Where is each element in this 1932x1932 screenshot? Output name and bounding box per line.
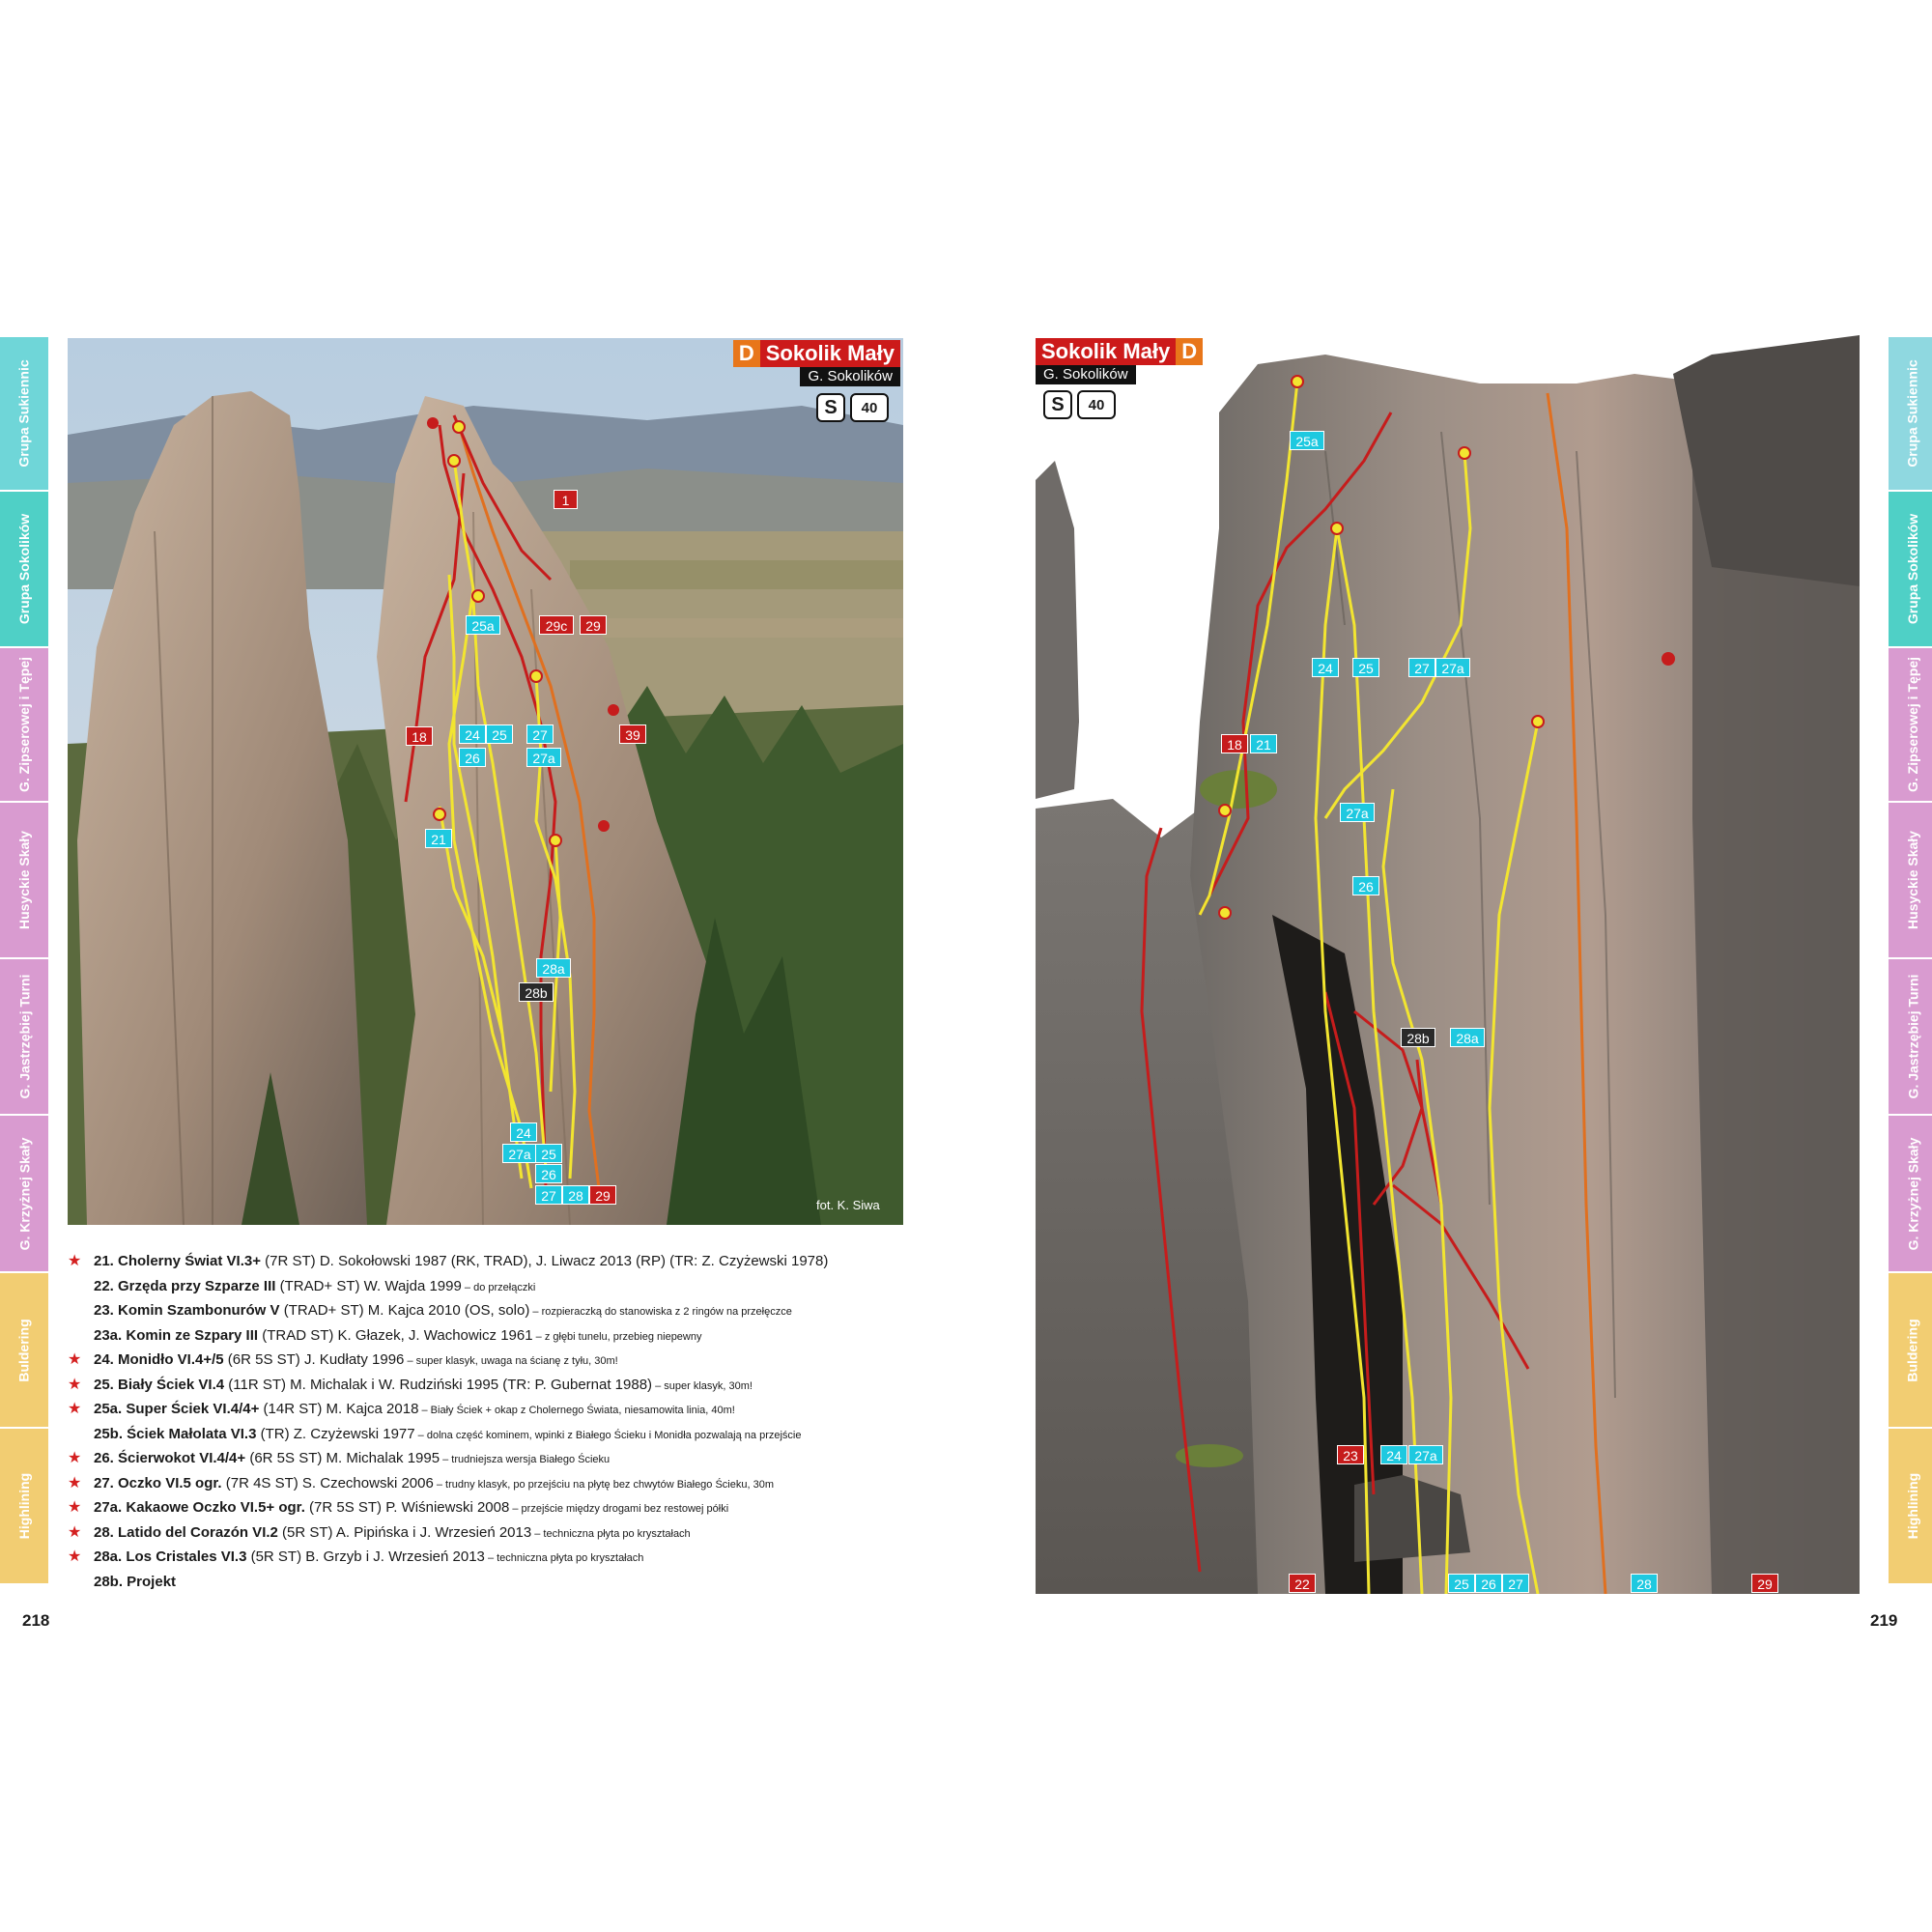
tab-label: G. Krzyżnej Skały [1905,1137,1920,1250]
route-label: 29 [589,1185,616,1205]
tab-buldering[interactable] [0,1273,48,1429]
tab-g-jastrzebiej-turni[interactable] [0,959,48,1116]
route-list [68,1249,918,1594]
tab-label: Grupa Sukiennic [1905,359,1920,468]
route-name: 28a. Los Cristales VI.3 [94,1548,247,1565]
route-label: 28a [536,958,571,978]
tab-buldering[interactable] [1889,1273,1932,1429]
page-number-right: 219 [1870,1611,1898,1630]
route-name: 22. Grzęda przy Szparze III [94,1277,276,1294]
tab-label: Highlining [1905,1472,1920,1540]
sport-climbing-icon: S [816,393,845,422]
route-name: 25. Biały Ściek VI.4 [94,1376,225,1393]
crag-title [1036,338,1203,365]
route-name: 28b. Projekt [94,1573,177,1590]
tab-label: G. Zipserowej i Tępej [1905,656,1921,793]
route-label: 18 [1221,734,1248,753]
star-icon: ★ [68,1401,82,1417]
tab-label: Husyckie Skały [1905,831,1920,929]
route-label: 29 [1751,1574,1778,1593]
route-label: 27 [1408,658,1435,677]
sport-climbing-icon: S [1043,390,1072,419]
route-label: 27a [1340,803,1375,822]
tab-grupa-sukiennic[interactable] [1889,337,1932,492]
route-label: 25 [535,1144,562,1163]
route-label: 25a [466,615,500,635]
route-list-item [68,1348,918,1373]
route-note: – rozpieraczką do stanowiska z 2 ringów na przełęczce [529,1306,792,1318]
route-info: (5R ST) B. Grzyb i J. Wrzesień 2013 [246,1548,485,1565]
sector-letter: D [1176,338,1203,365]
route-name: 28. Latido del Corazón VI.2 [94,1523,278,1541]
route-info: (7R 5S ST) P. Wiśniewski 2008 [304,1499,510,1516]
tab-highlining[interactable] [1889,1429,1932,1585]
route-list-item [68,1274,918,1299]
route-label: 25 [1448,1574,1475,1593]
route-name: 25a. Super Ściek VI.4/4+ [94,1401,260,1417]
route-list-item [68,1323,918,1349]
route-name: 26. Ścierwokot VI.4/4+ [94,1450,246,1466]
route-label: 26 [1352,876,1379,895]
route-info: (7R ST) D. Sokołowski 1987 (RK, TRAD), J. Liwacz 2013 (RP) (TR: Z. Czyżewski 1978) [260,1253,829,1269]
left-topo-photo [68,338,903,1225]
route-note: – Biały Ściek + okap z Cholernego Świata, niesamowita linia, 40m! [418,1405,735,1416]
route-info: (TR) Z. Czyżewski 1977 [256,1425,415,1442]
route-note: – super klasyk, 30m! [652,1379,753,1392]
star-icon: ★ [68,1450,82,1466]
route-info: (6R 5S ST) M. Michalak 1995 [245,1450,440,1466]
tab-husyckie-skaly[interactable] [1889,803,1932,959]
route-label: 24 [459,724,486,744]
route-label: 27a [1408,1445,1443,1464]
route-list-item [68,1249,918,1274]
route-name: 27. Oczko VI.5 ogr. [94,1474,222,1492]
route-info: (5R ST) A. Pipińska i J. Wrzesień 2013 [277,1523,532,1541]
route-info: (6R 5S ST) J. Kudłaty 1996 [223,1351,405,1368]
route-label: 26 [459,748,486,767]
route-list-item [68,1446,918,1471]
page-number-left: 218 [22,1611,50,1630]
crag-title [733,340,900,367]
sector-letter: D [733,340,760,367]
right-photo-illustration [1036,335,1860,1594]
route-info: (11R ST) M. Michalak i W. Rudziński 1995 (TR: P. Gubernat 1988) [224,1376,653,1393]
route-label: 26 [535,1164,562,1183]
route-label: 27 [535,1185,562,1205]
route-note: – dolna część kominem, wpinki z Białego Ścieku i Monidła pozwalają na przejście [414,1429,802,1441]
tab-label: Buldering [16,1318,32,1382]
route-label: 23 [1337,1445,1364,1464]
left-photo-illustration [68,338,903,1225]
tab-label: G. Jastrzębiej Turni [1905,974,1921,1099]
route-label: 27a [1435,658,1470,677]
crag-name: Sokolik Mały [1036,338,1176,365]
route-label: 21 [1250,734,1277,753]
star-icon: ★ [68,1523,82,1541]
route-name: 24. Monidło VI.4+/5 [94,1351,224,1368]
star-icon: ★ [68,1351,82,1368]
tab-label: Grupa Sokolików [1905,513,1921,625]
route-label: 21 [425,829,452,848]
route-list-item [68,1545,918,1570]
route-note: – z głębi tunelu, przebieg niepewny [532,1330,702,1343]
route-info: (14R ST) M. Kajca 2018 [259,1401,419,1417]
route-list-item [68,1422,918,1447]
tab-grupa-sokolikow[interactable] [1889,492,1932,648]
route-name: 25b. Ściek Małolata VI.3 [94,1425,257,1442]
route-list-item [68,1373,918,1398]
route-label: 27a [502,1144,537,1163]
route-note: – trudny klasyk, po przejściu na płytę bez chwytów Białego Ścieku, 30m [433,1478,774,1491]
route-label: 27 [1502,1574,1529,1593]
route-note: – techniczna płyta po kryształach [531,1527,691,1540]
tab-highlining[interactable] [0,1429,48,1585]
route-note: – trudniejsza wersja Białego Ścieku [440,1454,611,1465]
route-label: 28a [1450,1028,1485,1047]
route-label: 24 [1380,1445,1407,1464]
route-label: 27 [526,724,554,744]
route-note: – przejście między drogami bez restowej półki [509,1503,729,1515]
crag-group: G. Sokolików [800,367,900,386]
tab-label: Husyckie Skały [16,831,32,929]
route-note: – techniczna płyta po kryształach [484,1552,644,1564]
route-label: 28 [562,1185,589,1205]
route-label: 28b [519,982,554,1002]
tab-g-krzyznej-skaly[interactable] [1889,1116,1932,1273]
star-icon: ★ [68,1499,82,1516]
tab-grupa-sukiennic[interactable] [0,337,48,492]
star-icon: ★ [68,1376,82,1393]
photo-credit: fot. K. Siwa [816,1198,880,1212]
tab-label: G. Krzyżnej Skały [16,1137,32,1250]
route-label: 29c [539,615,574,635]
tab-husyckie-skaly[interactable] [0,803,48,959]
route-label: 26 [1475,1574,1502,1593]
tab-label: G. Jastrzębiej Turni [16,974,33,1099]
tab-g-jastrzebiej-turni[interactable] [1889,959,1932,1116]
tab-label: Buldering [1905,1318,1920,1382]
star-icon: ★ [68,1548,82,1565]
tab-g-zipserowej[interactable] [0,648,48,803]
route-label: 39 [619,724,646,744]
route-name: 23. Komin Szambonurów V [94,1302,280,1319]
route-info: (7R 4S ST) S. Czechowski 2006 [221,1474,434,1492]
route-label: 25 [1352,658,1379,677]
approach-time-icon: 40 [850,393,889,422]
route-label: 22 [1289,1574,1316,1593]
route-label: 1 [554,490,578,509]
right-topo-photo [1036,335,1860,1594]
tab-label: Grupa Sokolików [16,513,33,625]
crag-name: Sokolik Mały [760,340,900,367]
route-list-item [68,1495,918,1520]
star-icon: ★ [68,1474,82,1492]
route-label: 24 [1312,658,1339,677]
route-label: 25a [1290,431,1324,450]
route-label: 27a [526,748,561,767]
tab-label: G. Zipserowej i Tępej [16,656,33,793]
route-label: 24 [510,1122,537,1142]
route-label: 25 [486,724,513,744]
tab-g-zipserowej[interactable] [1889,648,1932,803]
route-note: – super klasyk, uwaga na ścianę z tyłu, 30m! [404,1355,618,1367]
route-list-item [68,1397,918,1422]
route-list-item [68,1298,918,1323]
tab-label: Highlining [16,1472,32,1540]
route-note: – do przełączki [461,1281,536,1293]
route-label: 18 [406,726,433,746]
route-name: 21. Cholerny Świat VI.3+ [94,1253,261,1269]
approach-time-icon: 40 [1077,390,1116,419]
route-name: 23a. Komin ze Szpary III [94,1326,259,1344]
route-list-item [68,1570,918,1595]
route-info: (TRAD ST) K. Głazek, J. Wachowicz 1961 [258,1326,533,1344]
route-label: 28b [1401,1028,1435,1047]
tab-label: Grupa Sukiennic [16,359,32,468]
route-label: 28 [1631,1574,1658,1593]
tab-grupa-sokolikow[interactable] [0,492,48,648]
tab-g-krzyznej-skaly[interactable] [0,1116,48,1273]
star-icon: ★ [68,1253,82,1269]
route-list-item [68,1520,918,1546]
route-list-item [68,1471,918,1496]
route-info: (TRAD+ ST) W. Wajda 1999 [275,1277,462,1294]
route-info: (TRAD+ ST) M. Kajca 2010 (OS, solo) [279,1302,530,1319]
route-name: 27a. Kakaowe Oczko VI.5+ ogr. [94,1499,305,1516]
crag-group: G. Sokolików [1036,365,1136,384]
route-label: 29 [580,615,607,635]
